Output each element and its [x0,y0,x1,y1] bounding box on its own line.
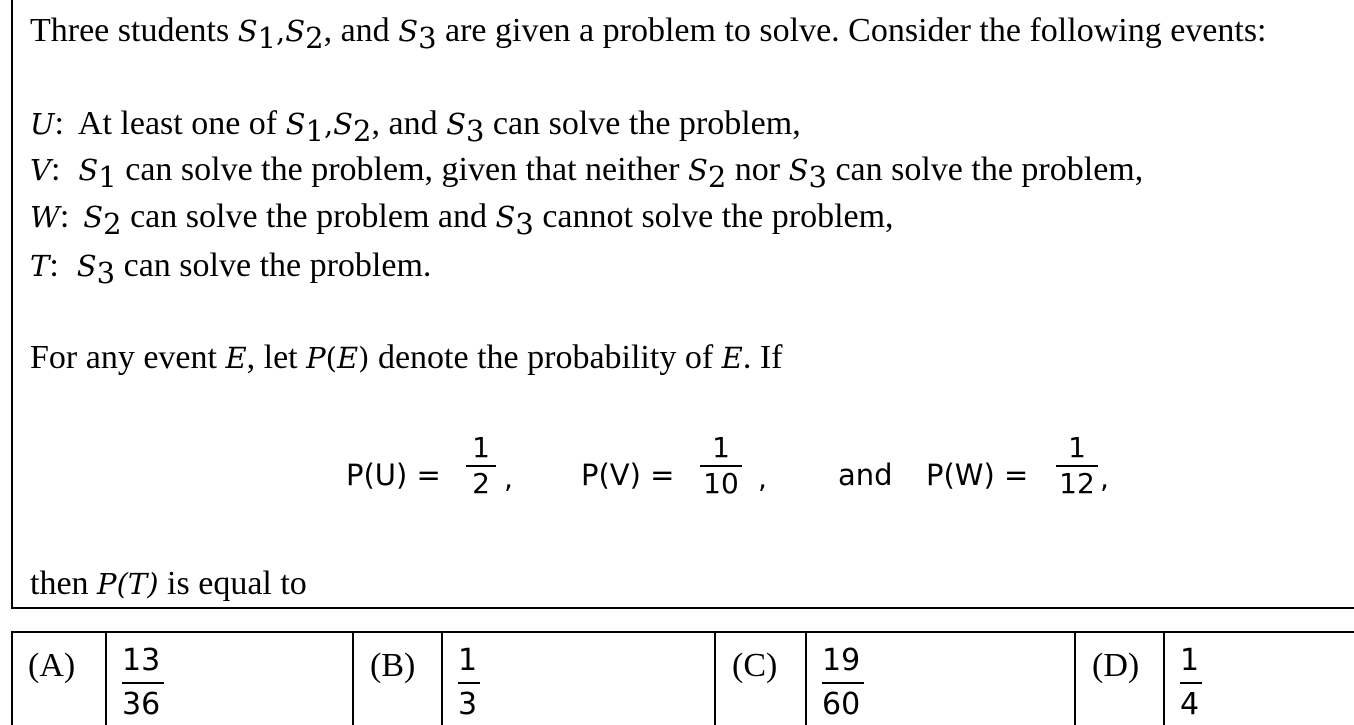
fraction-bar [122,682,164,684]
separator: , and [323,12,399,49]
eq-pw-label: P(W) = [926,458,1029,492]
student-symbol: S [446,107,466,141]
numerator: 13 [122,643,161,678]
choice-a-fraction[interactable] [122,643,164,723]
subscript: 1 [305,114,324,148]
student-symbol: S [285,107,306,141]
choice-a-label[interactable]: (A) [28,647,76,684]
event-text: can solve the problem, given that neither [116,151,688,188]
event-colon: : [54,105,64,142]
statement-text: For any event [30,339,226,376]
intro-line [30,11,1267,55]
intro-text: are given a problem to solve. Consider the following events: [436,12,1267,49]
event-letter: W [30,200,60,234]
eq-comma: , [758,462,767,495]
event-text: can solve the problem, [826,151,1144,188]
subscript: 2 [353,114,372,148]
intro-text: Three students [30,12,238,49]
numerator: 1 [1180,643,1200,678]
fraction-bar [1180,682,1202,684]
subscript: 2 [305,21,324,55]
event-text: cannot solve the problem, [533,198,894,235]
denominator: 12 [1059,467,1095,500]
probability-symbol: P [97,567,117,601]
cell-divider [1163,631,1165,725]
answer-choices [11,631,1354,725]
subscript: 2 [103,207,122,241]
student-symbol: S [495,200,516,234]
subscript: 1 [257,21,277,55]
event-symbol: E [336,341,359,375]
statement-text: , let [246,339,307,376]
choice-d-fraction[interactable] [1180,643,1202,723]
denominator: 3 [458,687,478,722]
conclusion-text: then [30,565,98,602]
cell-divider [805,631,807,725]
choice-d-label[interactable]: (D) [1092,647,1140,684]
student-symbol: S [687,153,708,187]
subscript: 3 [515,207,534,241]
event-letter: U [30,107,55,141]
fraction-pw [1056,431,1098,501]
subscript: 1 [98,160,117,194]
fraction-pv [700,431,742,501]
subscript: 2 [707,160,727,194]
event-text: can solve the problem. [115,247,432,284]
event-colon: : [50,151,61,188]
denominator: 4 [1180,687,1200,722]
choice-b-fraction[interactable] [458,643,480,723]
numerator: 1 [1068,431,1086,464]
separator: , [323,107,334,141]
event-text: nor [726,151,789,188]
paren: ( [325,341,337,375]
cell-divider [352,631,354,725]
statement-line [30,338,782,378]
cell-divider [105,631,107,725]
problem-box [11,0,1354,609]
probability-symbol: P [306,341,326,375]
numerator: 19 [822,643,861,678]
student-symbol: S [333,107,354,141]
event-text: can solve the problem, [484,105,801,142]
event-symbol: (T) [116,567,159,601]
choice-b-label[interactable]: (B) [370,647,416,684]
separator: , [276,14,286,48]
event-v [30,150,1144,194]
conclusion-text: is equal to [158,565,307,602]
eq-comma: , [504,462,513,495]
numerator: 1 [458,643,478,678]
numerator: 1 [712,431,730,464]
choice-c-label[interactable]: (C) [732,647,778,684]
event-text: can solve the problem and [121,198,496,235]
event-symbol: E [225,341,247,375]
event-u [30,104,801,148]
statement-text: . If [742,339,783,376]
student-symbol: S [398,14,419,48]
student-symbol: S [78,153,99,187]
cell-divider [714,631,716,725]
numerator: 1 [472,431,490,464]
event-colon: : [59,198,70,235]
event-w [30,197,894,241]
student-symbol: S [76,249,97,283]
eq-pu-label: P(U) = [346,458,441,492]
conclusion-line [30,564,307,604]
event-letter: T [30,249,50,283]
student-symbol: S [83,200,104,234]
denominator: 10 [703,467,739,500]
eq-and: and [838,458,893,492]
event-colon: : [49,247,59,284]
event-text: At least one of [77,105,286,142]
denominator: 36 [122,687,161,722]
subscript: 3 [96,256,116,290]
subscript: 3 [465,114,485,148]
denominator: 60 [822,687,861,722]
subscript: 3 [808,160,827,194]
event-letter: V [30,153,51,187]
cell-divider [441,631,443,725]
student-symbol: S [237,14,258,48]
fraction-bar [458,682,480,684]
eq-comma: , [1100,462,1109,495]
fraction-bar [822,682,864,684]
eq-pv-label: P(V) = [581,458,675,492]
statement-text: denote the probability of [369,339,722,376]
student-symbol: S [285,14,306,48]
cell-divider [1074,631,1076,725]
fraction-pu [466,431,496,501]
paren: ) [358,341,370,375]
denominator: 2 [472,467,490,500]
event-t [30,246,432,290]
student-symbol: S [788,153,809,187]
subscript: 3 [418,21,437,55]
choice-c-fraction[interactable] [822,643,864,723]
event-symbol: E [721,341,743,375]
event-text: , and [371,105,447,142]
